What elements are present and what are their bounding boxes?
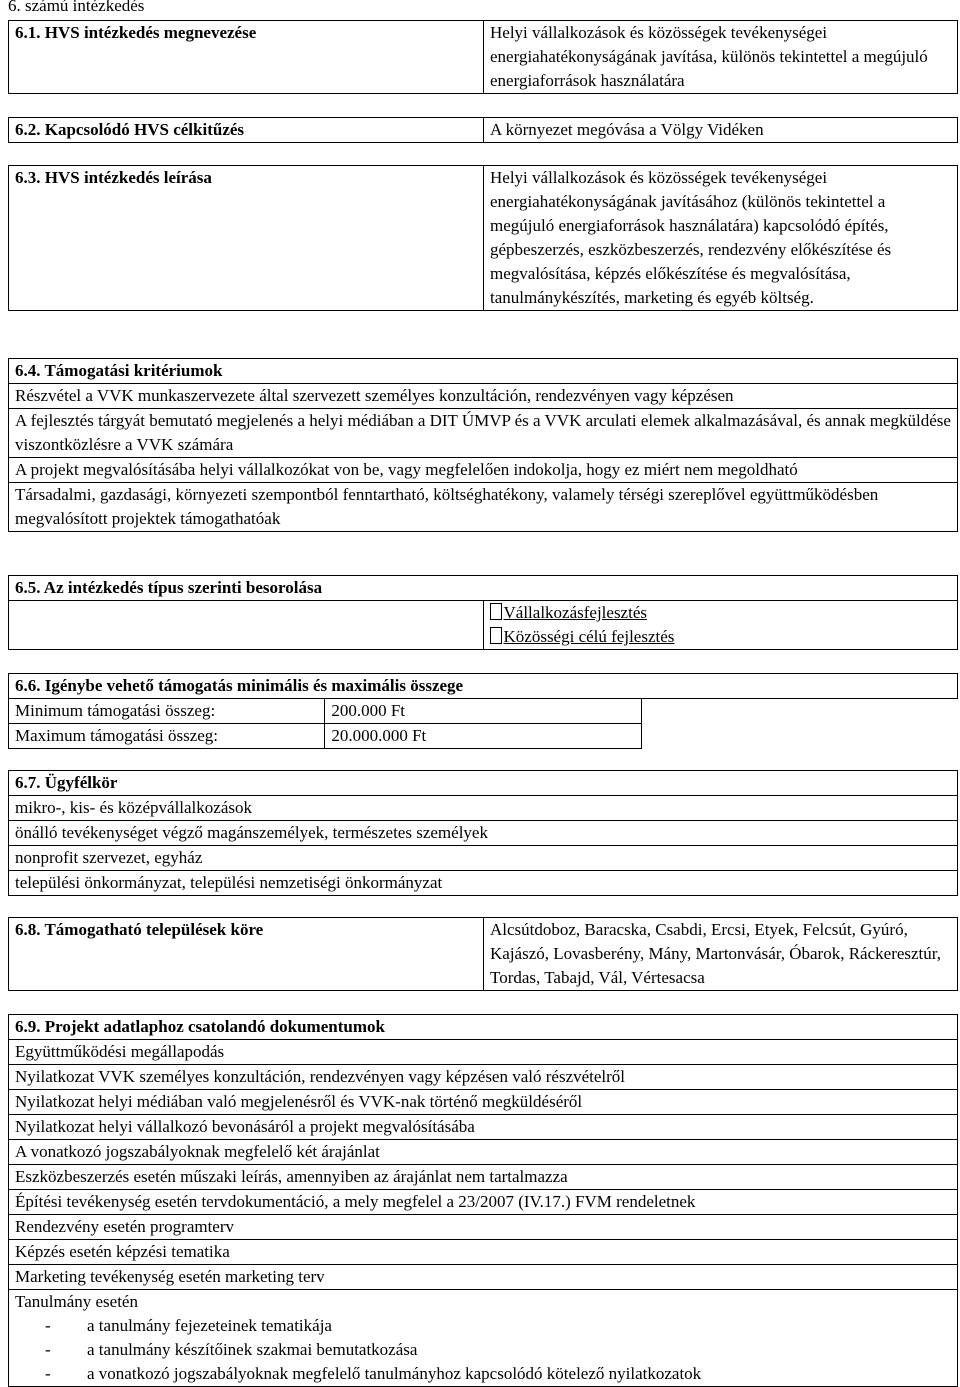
section-6-4-label: 6.4. Támogatási kritériumok: [9, 359, 958, 384]
document-item: Nyilatkozat helyi médiában való megjelenésről és VVK-nak történő megküldéséről: [9, 1090, 958, 1115]
section-6-2-value: A környezet megóvása a Völgy Vidéken: [484, 118, 958, 143]
document-item: Eszközbeszerzés esetén műszaki leírás, amennyiben az árajánlat nem tartalmazza: [9, 1165, 958, 1190]
document-item: Nyilatkozat helyi vállalkozó bevonásáról a projekt megvalósításába: [9, 1115, 958, 1140]
section-6-3-label: 6.3. HVS intézkedés leírása: [9, 166, 484, 311]
study-sub-item: [15, 1362, 951, 1386]
study-sub-item-text: a tanulmány fejezeteinek tematikája: [87, 1316, 332, 1335]
criterion-item: Társadalmi, gazdasági, környezeti szempontból fenntartható, költséghatékony, valamely térségi szereplővel együttműködésben megvalósított projektek támogathatóak: [9, 483, 958, 532]
section-6-8-label: 6.8. Támogatható települések köre: [9, 918, 484, 991]
spacer: [641, 699, 957, 724]
max-amount-value: 20.000.000 Ft: [325, 724, 641, 749]
section-6-2-label: 6.2. Kapcsolódó HVS célkitűzés: [9, 118, 484, 143]
study-sub-item-text: a tanulmány készítőinek szakmai bemutatkozása: [87, 1340, 418, 1359]
document-item: Nyilatkozat VVK személyes konzultáción, rendezvényen vagy képzésen való részvételről: [9, 1065, 958, 1090]
section-6-5-empty: [9, 601, 484, 650]
section-6-1: [8, 20, 958, 94]
document-item: Rendezvény esetén programterv: [9, 1215, 958, 1240]
client-item: települési önkormányzat, települési nemzetiségi önkormányzat: [9, 871, 958, 896]
study-sub-item: [15, 1338, 951, 1362]
study-sub-item-text: a vonatkozó jogszabályoknak megfelelő tanulmányhoz kapcsolódó kötelező nyilatkozatok: [87, 1364, 702, 1383]
section-6-3: [8, 165, 958, 311]
dash-bullet: -: [45, 1340, 51, 1359]
document-item-study: [9, 1290, 958, 1387]
checkbox-icon[interactable]: [490, 627, 502, 644]
section-6-7-label: 6.7. Ügyfélkör: [9, 771, 958, 796]
criterion-item: A projekt megvalósításába helyi vállalkozókat von be, vagy megfelelően indokolja, hogy ez miért nem megoldható: [9, 458, 958, 483]
client-item: nonprofit szervezet, egyház: [9, 846, 958, 871]
client-item: önálló tevékenységet végző magánszemélyek, természetes személyek: [9, 821, 958, 846]
section-6-3-value: Helyi vállalkozások és közösségek tevékenységei energiahatékonyságának javításához (különös tekintettel a megújuló energiaforrások használatára) kapcsolódó építés, gépbeszerzés, eszközbeszerzés, rendezvény előkészítése és megvalósítása, képzés előkészítése és megvalósítása, tanulmánykészítés, marketing és egyéb költség.: [484, 166, 958, 311]
min-amount-value: 200.000 Ft: [325, 699, 641, 724]
section-6-6: [8, 673, 958, 749]
section-6-9: [8, 1014, 958, 1387]
document-item: Képzés esetén képzési tematika: [9, 1240, 958, 1265]
criterion-item: Részvétel a VVK munkaszervezete által szervezett személyes konzultáción, rendezvényen vagy képzésen: [9, 384, 958, 409]
dash-bullet: -: [45, 1364, 51, 1383]
section-6-5: [8, 575, 958, 650]
section-6-7: [8, 770, 958, 896]
option-label: Közösségi célú fejlesztés: [503, 627, 675, 646]
section-6-9-label: 6.9. Projekt adatlaphoz csatolandó dokumentumok: [9, 1015, 958, 1040]
study-sub-item: [15, 1314, 951, 1338]
option-label: Vállalkozásfejlesztés: [503, 603, 647, 622]
max-amount-label: Maximum támogatási összeg:: [9, 724, 325, 749]
section-6-1-label: 6.1. HVS intézkedés megnevezése: [9, 21, 484, 94]
classification-options: [483, 601, 958, 650]
study-label: Tanulmány esetén: [15, 1292, 138, 1311]
criterion-item: A fejlesztés tárgyát bemutató megjelenés a helyi médiában a DIT ÚMVP és a VVK arculati elemek alkalmazásával, és annak megküldése viszontközlésre a VVK számára: [9, 409, 958, 458]
section-6-6-label: 6.6. Igénybe vehető támogatás minimális és maximális összege: [9, 674, 958, 699]
option-row[interactable]: [490, 625, 952, 649]
document-item: A vonatkozó jogszabályoknak megfelelő két árajánlat: [9, 1140, 958, 1165]
option-row[interactable]: [490, 601, 952, 625]
section-6-1-value: Helyi vállalkozások és közösségek tevékenységei energiahatékonyságának javítása, különös tekintettel a megújuló energiaforrások használatára: [484, 21, 958, 94]
section-6-2: [8, 117, 958, 143]
page-label: 6. számú intézkedés: [8, 0, 145, 15]
client-item: mikro-, kis- és középvállalkozások: [9, 796, 958, 821]
document-item: Együttműködési megállapodás: [9, 1040, 958, 1065]
document-item: Marketing tevékenység esetén marketing terv: [9, 1265, 958, 1290]
section-6-8: [8, 917, 958, 991]
checkbox-icon[interactable]: [490, 603, 502, 620]
dash-bullet: -: [45, 1316, 51, 1335]
section-6-4: [8, 358, 958, 532]
section-6-8-value: Alcsútdoboz, Baracska, Csabdi, Ercsi, Etyek, Felcsút, Gyúró, Kajászó, Lovasberény, Mány, Martonvásár, Óbarok, Ráckeresztúr, Tordas, Tabajd, Vál, Vértesacsa: [484, 918, 958, 991]
spacer: [641, 724, 957, 749]
min-amount-label: Minimum támogatási összeg:: [9, 699, 325, 724]
document-item: Építési tevékenység esetén tervdokumentáció, a mely megfelel a 23/2007 (IV.17.) FVM rendeletnek: [9, 1190, 958, 1215]
section-6-5-label: 6.5. Az intézkedés típus szerinti besorolása: [9, 576, 958, 601]
